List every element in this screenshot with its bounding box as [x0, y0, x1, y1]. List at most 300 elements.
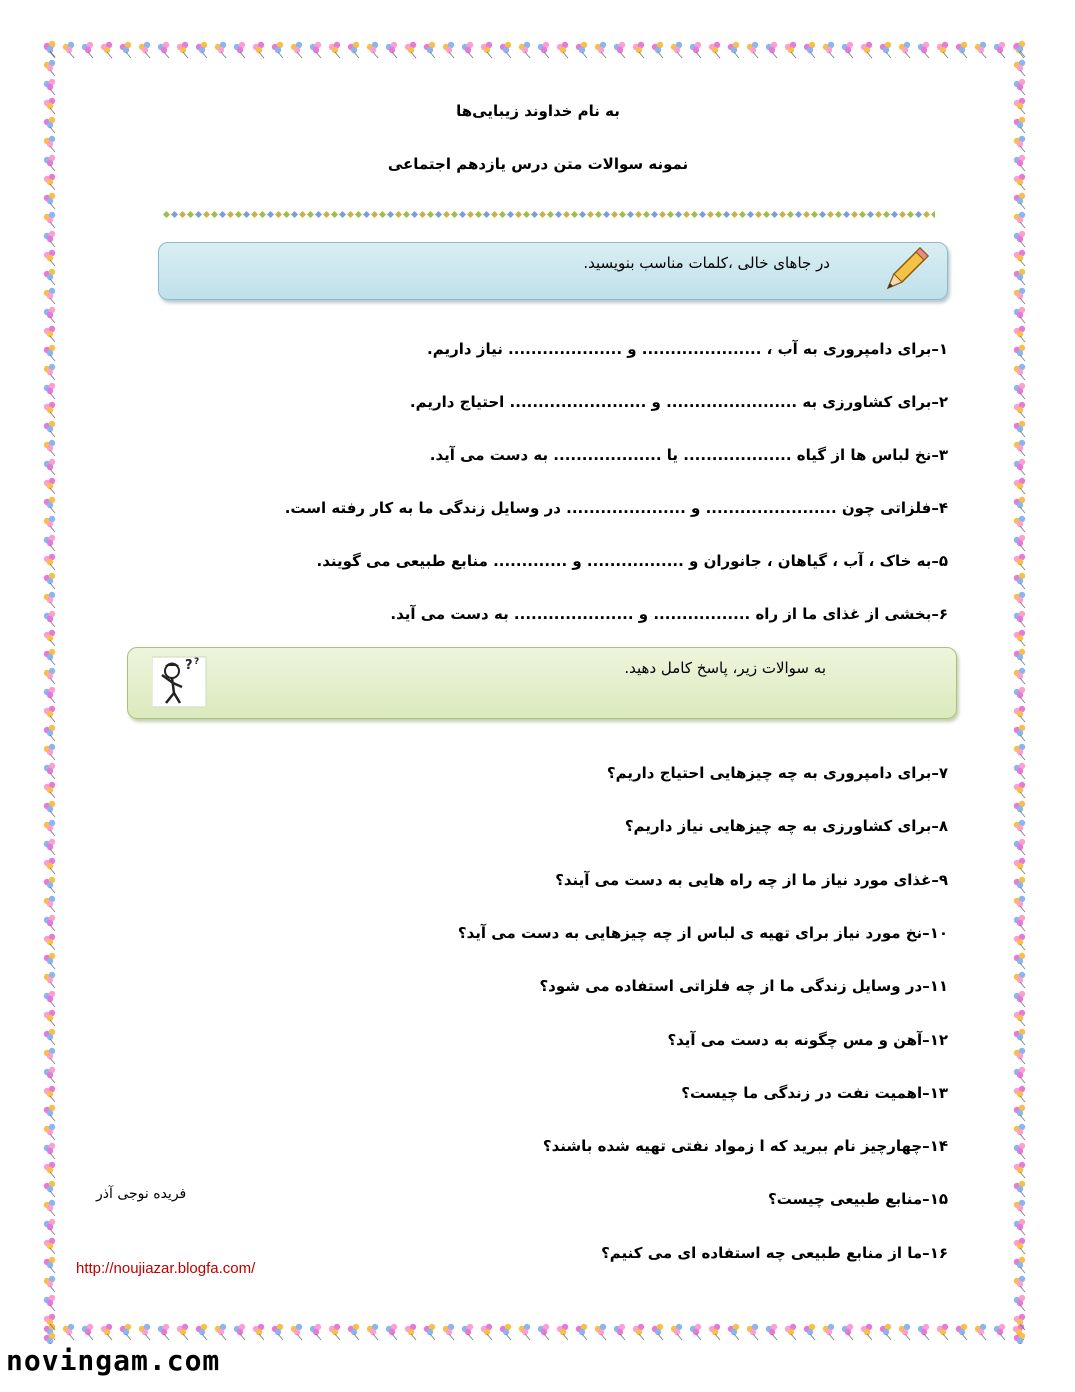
balloon-icon [595, 1324, 606, 1340]
divider-dot [851, 211, 858, 218]
balloon-icon [44, 839, 55, 855]
balloon-icon [937, 1324, 948, 1340]
divider-dot [283, 211, 290, 218]
divider-dot [555, 211, 562, 218]
balloon-icon [899, 1324, 910, 1340]
balloon-icon [804, 1324, 815, 1340]
balloon-icon [614, 1324, 625, 1340]
divider-dot [755, 211, 762, 218]
balloon-icon [82, 42, 93, 58]
balloon-icon [519, 1324, 530, 1340]
divider-dot [683, 211, 690, 218]
divider-dot [723, 211, 730, 218]
full-answer-question: ۱۱–در وسایل زندگی ما از چه فلزاتی استفاده می شود؟ [539, 977, 948, 996]
balloon-icon [1014, 383, 1025, 399]
fill-blank-question: ۱–برای دامپروری به آب ، ..................... و .................... نیاز داریم. [427, 340, 948, 358]
fill-blank-question: ۵–به خاک ، آب ، گیاهان ، جانوران و ................. و ............. منابع طبیعی می گویند. [316, 552, 948, 570]
fill-blank-question: ۳–نخ لباس ها از گیاه ................... یا ................... به دست می آید. [429, 446, 948, 464]
balloon-icon [44, 744, 55, 760]
balloon-icon [44, 212, 55, 228]
balloon-icon [880, 42, 891, 58]
balloon-icon [44, 41, 55, 57]
balloon-icon [44, 402, 55, 418]
pencil-icon [880, 244, 932, 294]
balloon-icon [215, 42, 226, 58]
full-answer-question: ۷–برای دامپروری به چه چیزهایی احتیاج داریم؟ [606, 764, 948, 782]
balloon-icon [804, 42, 815, 58]
balloon-icon [196, 1324, 207, 1340]
divider-dot [923, 211, 930, 218]
balloon-icon [1014, 1048, 1025, 1064]
divider-dot [467, 211, 474, 218]
full-answer-question: ۱۰–نخ مورد نیاز برای تهیه ی لباس از چه چیزهایی به دست می آید؟ [457, 923, 948, 942]
balloon-icon [386, 1324, 397, 1340]
divider-dot [595, 211, 602, 218]
balloon-icon [1014, 421, 1025, 437]
divider-dot [491, 211, 498, 218]
balloon-icon [44, 497, 55, 513]
balloon-icon [44, 383, 55, 399]
divider-dot [899, 211, 906, 218]
balloon-icon [44, 1200, 55, 1216]
balloon-border-top [42, 40, 1034, 62]
divider-dot [435, 211, 442, 218]
balloon-icon [44, 611, 55, 627]
balloon-icon [272, 42, 283, 58]
balloon-icon [215, 1324, 226, 1340]
balloon-icon [367, 42, 378, 58]
balloon-icon [1014, 98, 1025, 114]
balloon-icon [1014, 896, 1025, 912]
balloon-icon [44, 782, 55, 798]
divider-dot [883, 211, 890, 218]
balloon-icon [1014, 79, 1025, 95]
full-answer-question: ۱۵–منابع طبیعی چیست؟ [768, 1190, 948, 1209]
balloon-icon [44, 60, 55, 76]
balloon-icon [1014, 573, 1025, 589]
balloon-icon [1014, 763, 1025, 779]
balloon-icon [1014, 250, 1025, 266]
divider-dot [419, 211, 426, 218]
balloon-icon [44, 1257, 55, 1273]
balloon-icon [44, 1314, 55, 1330]
balloon-icon [139, 42, 150, 58]
balloon-icon [1014, 1067, 1025, 1083]
divider-dot [907, 211, 914, 218]
balloon-border-left [40, 40, 62, 1344]
balloon-icon [633, 42, 644, 58]
fill-blank-question: ۴–فلزاتی چون ....................... و ..................... در وسایل زندگی ما به کار رفته است. [284, 499, 948, 517]
balloon-icon [1014, 801, 1025, 817]
balloon-icon [1014, 402, 1025, 418]
balloon-icon [709, 42, 720, 58]
balloon-icon [443, 42, 454, 58]
divider-dot [931, 211, 935, 218]
divider-dot [211, 211, 218, 218]
balloon-icon [1014, 1200, 1025, 1216]
balloon-icon [44, 649, 55, 665]
balloon-icon [44, 725, 55, 741]
balloon-icon [44, 535, 55, 551]
divider-dot [571, 211, 578, 218]
balloon-icon [44, 98, 55, 114]
balloon-icon [481, 42, 492, 58]
divider-dot [475, 211, 482, 218]
balloon-icon [1014, 117, 1025, 133]
balloon-icon [1014, 725, 1025, 741]
full-answer-question: ۸–برای کشاورزی به چه چیزهایی نیاز داریم؟ [624, 817, 948, 836]
balloon-icon [44, 1105, 55, 1121]
full-answer-question: ۹–غذای مورد نیاز ما از چه راه هایی به دست می آیند؟ [555, 870, 948, 889]
balloon-icon [709, 1324, 720, 1340]
balloon-icon [462, 42, 473, 58]
balloon-icon [1014, 649, 1025, 665]
balloon-icon [1014, 1105, 1025, 1121]
divider-dot [531, 211, 538, 218]
balloon-icon [1014, 212, 1025, 228]
balloon-icon [785, 1324, 796, 1340]
divider-dot [691, 211, 698, 218]
balloon-icon [652, 1324, 663, 1340]
balloon-icon [918, 1324, 929, 1340]
balloon-icon [937, 42, 948, 58]
svg-text:?: ? [185, 658, 193, 673]
balloon-icon [1014, 231, 1025, 247]
balloon-icon [956, 1324, 967, 1340]
full-answer-question: ۱۶–ما از منابع طبیعی چه استفاده ای می کنیم؟ [601, 1243, 948, 1262]
divider-dot [811, 211, 818, 218]
balloon-icon [899, 42, 910, 58]
divider-dot [171, 211, 178, 218]
divider-dot [619, 211, 626, 218]
divider-dot [667, 211, 674, 218]
divider-dot [867, 211, 874, 218]
divider-dot [379, 211, 386, 218]
divider-dot [395, 211, 402, 218]
balloon-icon [1014, 1029, 1025, 1045]
balloon-icon [1014, 516, 1025, 532]
balloon-icon [1014, 174, 1025, 190]
divider-dot [547, 211, 554, 218]
balloon-icon [234, 42, 245, 58]
balloon-icon [1014, 41, 1025, 57]
dotted-divider [160, 208, 935, 222]
divider-dot [787, 211, 794, 218]
balloon-icon [1014, 972, 1025, 988]
instruction-full-answer: به سوالات زیر، پاسخ کامل دهید. [624, 659, 826, 677]
balloon-icon [44, 915, 55, 931]
balloon-icon [44, 668, 55, 684]
balloon-icon [1014, 1162, 1025, 1178]
balloon-icon [44, 307, 55, 323]
balloon-icon [538, 1324, 549, 1340]
balloon-icon [595, 42, 606, 58]
divider-dot [227, 211, 234, 218]
balloon-icon [557, 42, 568, 58]
balloon-icon [728, 1324, 739, 1340]
balloon-icon [443, 1324, 454, 1340]
balloon-icon [44, 934, 55, 950]
balloon-icon [1014, 1219, 1025, 1235]
balloon-icon [44, 459, 55, 475]
balloon-icon [44, 478, 55, 494]
balloon-icon [842, 1324, 853, 1340]
balloon-icon [1014, 440, 1025, 456]
balloon-icon [44, 763, 55, 779]
divider-dot [827, 211, 834, 218]
balloon-icon [44, 991, 55, 1007]
balloon-icon [44, 554, 55, 570]
divider-dot [451, 211, 458, 218]
balloon-icon [671, 1324, 682, 1340]
balloon-icon [158, 42, 169, 58]
balloon-icon [44, 630, 55, 646]
balloon-icon [557, 1324, 568, 1340]
divider-dot [403, 211, 410, 218]
balloon-icon [1014, 630, 1025, 646]
balloon-icon [576, 42, 587, 58]
balloon-icon [44, 288, 55, 304]
balloon-icon [671, 42, 682, 58]
balloon-icon [44, 573, 55, 589]
divider-dot [763, 211, 770, 218]
divider-dot [179, 211, 186, 218]
divider-dot [875, 211, 882, 218]
balloon-icon [1014, 668, 1025, 684]
balloon-icon [728, 42, 739, 58]
balloon-icon [747, 42, 758, 58]
balloon-icon [44, 1238, 55, 1254]
balloon-icon [101, 42, 112, 58]
balloon-icon [1014, 193, 1025, 209]
divider-dot [499, 211, 506, 218]
divider-dot [235, 211, 242, 218]
divider-dot [483, 211, 490, 218]
balloon-icon [1014, 991, 1025, 1007]
thinking-person-icon [152, 655, 208, 709]
balloon-icon [44, 516, 55, 532]
divider-dot [803, 211, 810, 218]
balloon-icon [1014, 345, 1025, 361]
divider-dot [563, 211, 570, 218]
balloon-icon [348, 42, 359, 58]
divider-dot [611, 211, 618, 218]
balloon-icon [386, 42, 397, 58]
divider-dot [675, 211, 682, 218]
divider-dot [443, 211, 450, 218]
balloon-icon [44, 592, 55, 608]
divider-dot [267, 211, 274, 218]
balloon-icon [690, 42, 701, 58]
divider-dot [659, 211, 666, 218]
divider-dot [411, 211, 418, 218]
author-name: فریده نوجی آذر [96, 1186, 187, 1202]
balloon-icon [424, 1324, 435, 1340]
balloon-icon [234, 1324, 245, 1340]
balloon-icon [44, 364, 55, 380]
divider-dot [579, 211, 586, 218]
balloon-icon [44, 953, 55, 969]
divider-dot [707, 211, 714, 218]
balloon-icon [1014, 820, 1025, 836]
divider-dot [651, 211, 658, 218]
divider-dot [627, 211, 634, 218]
balloon-icon [1014, 1295, 1025, 1311]
balloon-icon [1014, 687, 1025, 703]
balloon-icon [861, 42, 872, 58]
balloon-icon [44, 1333, 55, 1344]
balloon-icon [291, 1324, 302, 1340]
divider-dot [739, 211, 746, 218]
divider-dot [251, 211, 258, 218]
balloon-icon [44, 1048, 55, 1064]
balloon-icon [538, 42, 549, 58]
balloon-icon [994, 42, 1005, 58]
divider-dot [507, 211, 514, 218]
svg-text:?: ? [194, 657, 200, 667]
divider-dot [459, 211, 466, 218]
divider-dot [643, 211, 650, 218]
balloon-icon [405, 42, 416, 58]
balloon-icon [44, 326, 55, 342]
balloon-icon [1014, 782, 1025, 798]
balloon-icon [766, 1324, 777, 1340]
balloon-icon [44, 1162, 55, 1178]
balloon-icon [1014, 307, 1025, 323]
balloon-icon [1014, 497, 1025, 513]
balloon-icon [44, 193, 55, 209]
balloon-icon [1014, 1276, 1025, 1292]
balloon-icon [44, 1067, 55, 1083]
balloon-icon [1014, 1124, 1025, 1140]
balloon-icon [975, 42, 986, 58]
balloon-icon [1014, 953, 1025, 969]
divider-dot [291, 211, 298, 218]
balloon-icon [120, 42, 131, 58]
divider-dot [843, 211, 850, 218]
blog-link[interactable]: http://noujiazar.blogfa.com/ [76, 1260, 256, 1277]
balloon-icon [785, 42, 796, 58]
balloon-icon [481, 1324, 492, 1340]
balloon-icon [1014, 934, 1025, 950]
balloon-icon [405, 1324, 416, 1340]
balloon-icon [633, 1324, 644, 1340]
balloon-icon [1014, 839, 1025, 855]
instruction-box-full-answer [127, 647, 957, 719]
balloon-icon [272, 1324, 283, 1340]
balloon-icon [842, 42, 853, 58]
balloon-icon [44, 1143, 55, 1159]
balloon-icon [196, 42, 207, 58]
divider-dot [203, 211, 210, 218]
balloon-icon [1014, 1010, 1025, 1026]
balloon-icon [1014, 592, 1025, 608]
full-answer-question: ۱۲–آهن و مس چگونه به دست می آید؟ [667, 1030, 948, 1049]
balloon-icon [994, 1324, 1005, 1340]
balloon-icon [253, 1324, 264, 1340]
balloon-icon [1014, 1143, 1025, 1159]
page-title: به نام خداوند زیبایی‌ها [456, 102, 620, 120]
divider-dot [539, 211, 546, 218]
balloon-icon [44, 1124, 55, 1140]
balloon-icon [44, 801, 55, 817]
balloon-icon [1014, 364, 1025, 380]
balloon-icon [1014, 611, 1025, 627]
divider-dot [779, 211, 786, 218]
divider-dot [523, 211, 530, 218]
balloon-icon [1014, 1333, 1025, 1344]
divider-dot [835, 211, 842, 218]
balloon-icon [1014, 288, 1025, 304]
divider-dot [771, 211, 778, 218]
balloon-icon [44, 345, 55, 361]
balloon-icon [519, 42, 530, 58]
balloon-icon [861, 1324, 872, 1340]
balloon-icon [44, 972, 55, 988]
divider-dot [515, 211, 522, 218]
balloon-icon [1014, 1257, 1025, 1273]
balloon-icon [424, 42, 435, 58]
divider-dot [387, 211, 394, 218]
balloon-icon [44, 136, 55, 152]
balloon-icon [44, 1010, 55, 1026]
balloon-icon [1014, 706, 1025, 722]
balloon-icon [44, 174, 55, 190]
balloon-icon [177, 1324, 188, 1340]
divider-dot [603, 211, 610, 218]
divider-dot [339, 211, 346, 218]
divider-dot [187, 211, 194, 218]
balloon-icon [44, 1029, 55, 1045]
divider-dot [323, 211, 330, 218]
balloon-icon [1014, 1238, 1025, 1254]
balloon-icon [310, 42, 321, 58]
fill-blank-question: ۲–برای کشاورزی به ....................... و ........................ احتیاج داریم. [409, 393, 948, 411]
balloon-icon [177, 42, 188, 58]
instruction-fill-blanks: در جاهای خالی ،کلمات مناسب بنویسید. [583, 254, 830, 272]
divider-dot [819, 211, 826, 218]
balloon-icon [44, 896, 55, 912]
balloon-icon [975, 1324, 986, 1340]
divider-dot [331, 211, 338, 218]
balloon-icon [44, 820, 55, 836]
divider-dot [243, 211, 250, 218]
divider-dot [427, 211, 434, 218]
divider-dot [195, 211, 202, 218]
balloon-icon [1014, 478, 1025, 494]
balloon-icon [1014, 60, 1025, 76]
balloon-icon [44, 1086, 55, 1102]
divider-dot [299, 211, 306, 218]
balloon-icon [44, 155, 55, 171]
balloon-icon [120, 1324, 131, 1340]
balloon-icon [44, 79, 55, 95]
balloon-icon [614, 42, 625, 58]
divider-dot [891, 211, 898, 218]
divider-dot [635, 211, 642, 218]
divider-dot [699, 211, 706, 218]
balloon-icon [139, 1324, 150, 1340]
balloon-icon [44, 858, 55, 874]
balloon-icon [690, 1324, 701, 1340]
divider-dot [915, 211, 922, 218]
divider-dot [307, 211, 314, 218]
balloon-icon [1014, 877, 1025, 893]
balloon-icon [880, 1324, 891, 1340]
balloon-icon [1014, 744, 1025, 760]
balloon-icon [766, 42, 777, 58]
balloon-icon [823, 42, 834, 58]
